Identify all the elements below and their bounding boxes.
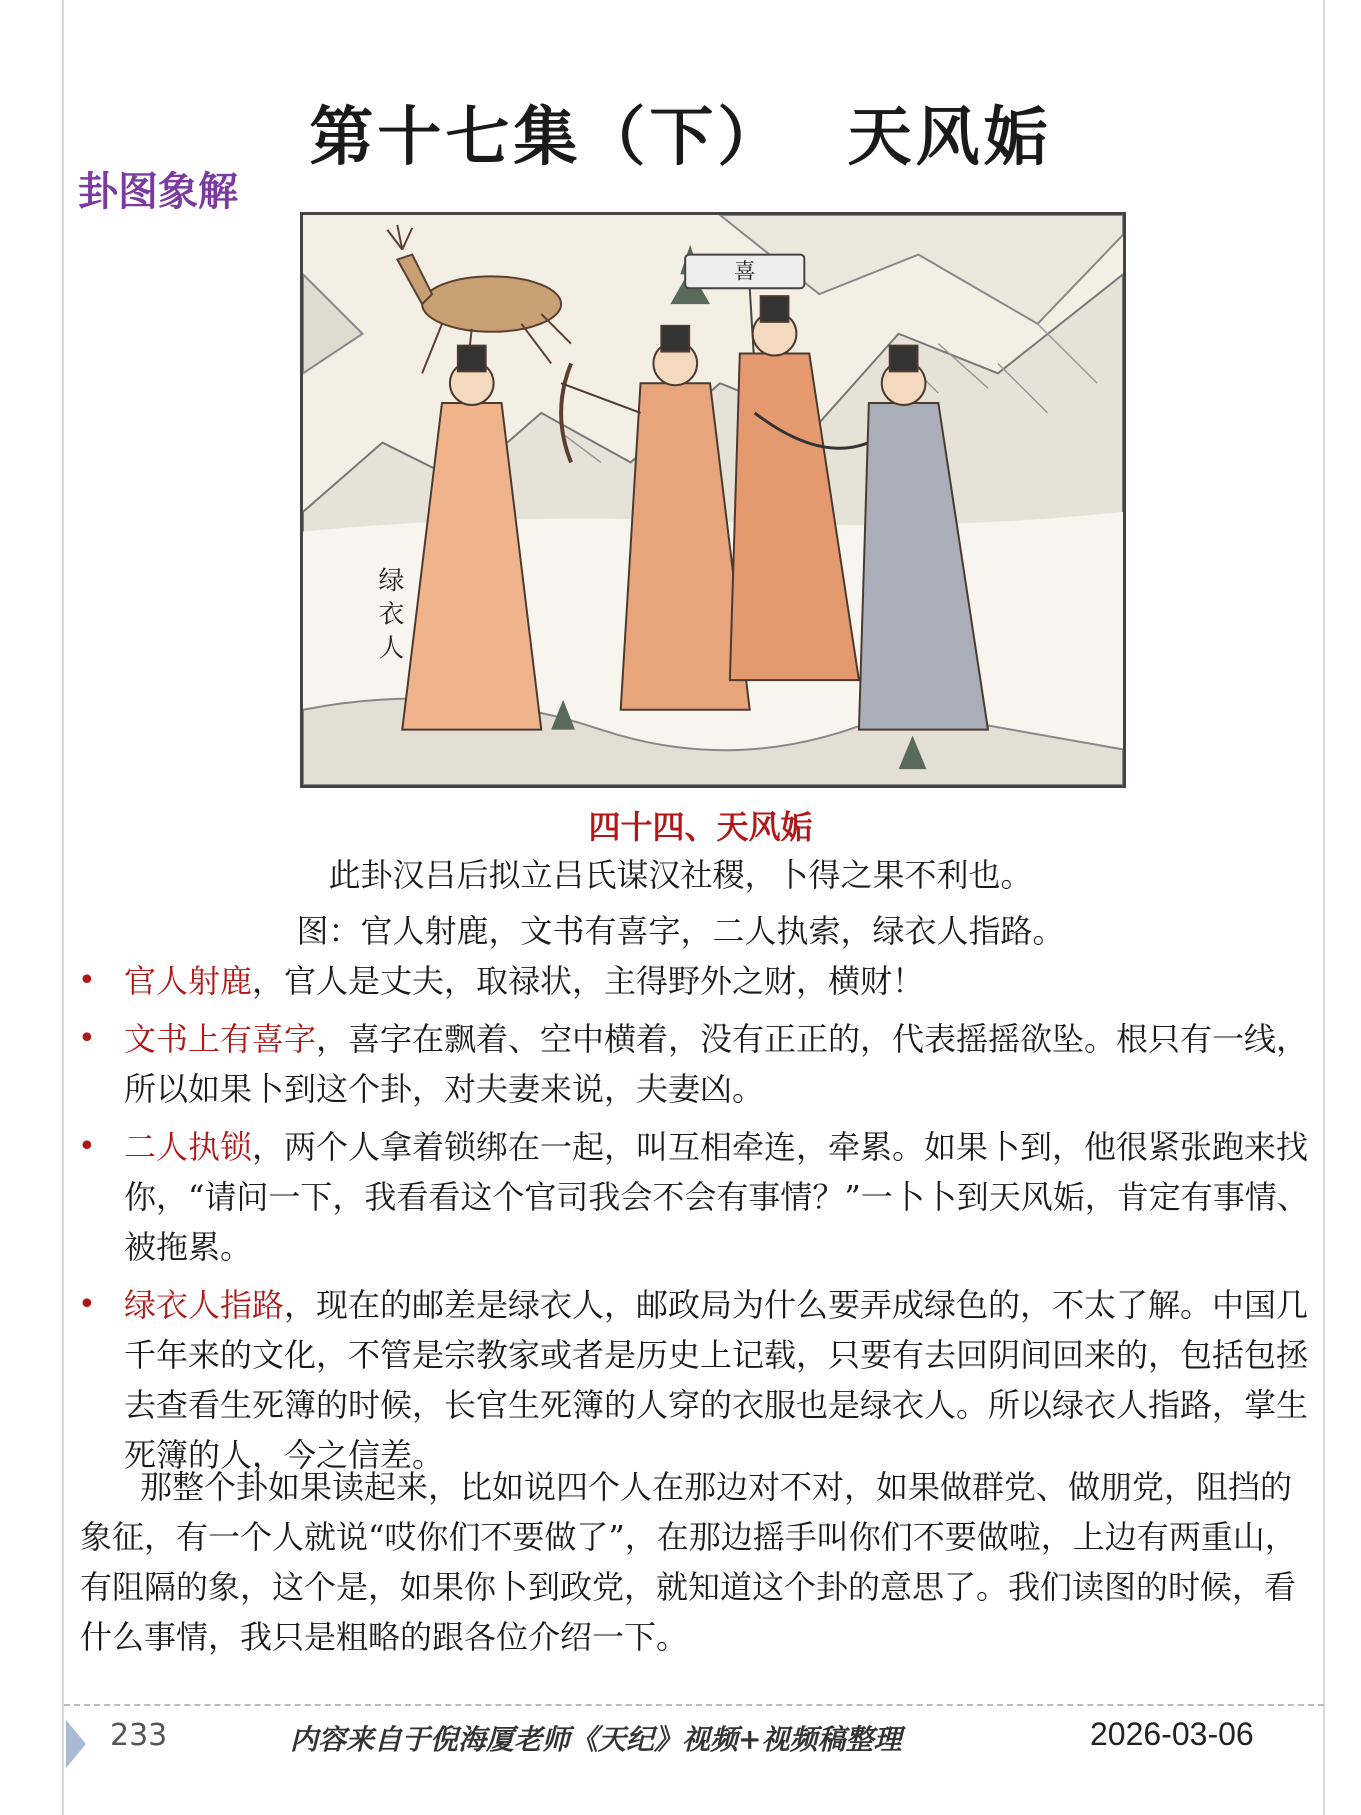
page-number: 233 xyxy=(110,1718,168,1753)
hexagram-illustration xyxy=(300,212,1126,788)
label-char: 衣 xyxy=(378,599,405,630)
bullet-item xyxy=(78,956,1318,1006)
footer-date: 2026-03-06 xyxy=(1090,1716,1254,1752)
bullet-item xyxy=(78,1122,1318,1272)
bullet-item xyxy=(78,1014,1318,1114)
footer-arrow-icon[interactable] xyxy=(66,1720,86,1768)
bullet-dot-icon: • xyxy=(78,1287,96,1322)
bullet-text: ，喜字在飘着、空中横着，没有正正的，代表摇摇欲坠。根只有一线，所以如果卜到这个卦，对夫妻来说，夫妻凶。 xyxy=(124,1020,1309,1108)
bullet-text: ，官人是丈夫，取禄状，主得野外之财，横财！ xyxy=(252,962,925,1000)
bullet-list xyxy=(78,956,1318,1488)
banner-glyph: 喜 xyxy=(733,259,756,285)
bullet-dot-icon: • xyxy=(78,1129,96,1164)
bullet-highlight: 文书上有喜字 xyxy=(124,1020,317,1058)
bullet-dot-icon: • xyxy=(78,963,96,998)
summary-paragraph: 那整个卦如果读起来，比如说四个人在那边对不对，如果做群党、做朋党，阻挡的象征，有一个人就说“哎你们不要做了”，在那边摇手叫你们不要做啦，上边有两重山，有阻隔的象，这个是，如果你卜到政党，就知道这个卦的意思了。我们读图的时候，看什么事情，我只是粗略的跟各位介绍一下。 xyxy=(80,1468,1297,1656)
hexagram-title: 四十四、天风姤 xyxy=(588,808,813,846)
bullet-text: ，现在的邮差是绿衣人，邮政局为什么要弄成绿色的，不太了解。中国几千年来的文化，不管是宗教家或者是历史上记载，只要有去回阴间回来的，包括包拯去查看生死簿的时候，长官生死簿的人穿的衣服也是绿衣人。所以绿衣人指路，掌生死簿的人，今之信差。 xyxy=(124,1286,1309,1474)
section-label: 卦图象解 xyxy=(78,168,238,215)
label-char: 人 xyxy=(378,633,405,664)
label-char: 绿 xyxy=(378,566,405,597)
bullet-highlight: 二人执锁 xyxy=(124,1128,253,1166)
illustration-drawing xyxy=(303,215,1123,785)
page-title: 第十七集（下） 天风姤 xyxy=(309,100,1052,175)
bullet-text: ，两个人拿着锁绑在一起，叫互相牵连，牵累。如果卜到，他很紧张跑来找你，“请问一下，我看看这个官司我会不会有事情？”一卜卜到天风姤，肯定有事情、被拖累。 xyxy=(124,1128,1309,1266)
caption-line-2: 图：官人射鹿，文书有喜字，二人执索，绿衣人指路。 xyxy=(296,912,1065,950)
bullet-highlight: 绿衣人指路 xyxy=(124,1286,285,1324)
footer-source: 内容来自于倪海厦老师《天纪》视频+视频稿整理 xyxy=(290,1723,902,1756)
caption-line-1: 此卦汉吕后拟立吕氏谋汉社稷，卜得之果不利也。 xyxy=(328,856,1033,894)
bullet-item xyxy=(78,1280,1318,1480)
footer-divider xyxy=(64,1704,1324,1706)
bullet-highlight: 官人射鹿 xyxy=(124,962,253,1000)
bullet-dot-icon: • xyxy=(78,1021,96,1056)
green-robe-label xyxy=(378,566,404,663)
